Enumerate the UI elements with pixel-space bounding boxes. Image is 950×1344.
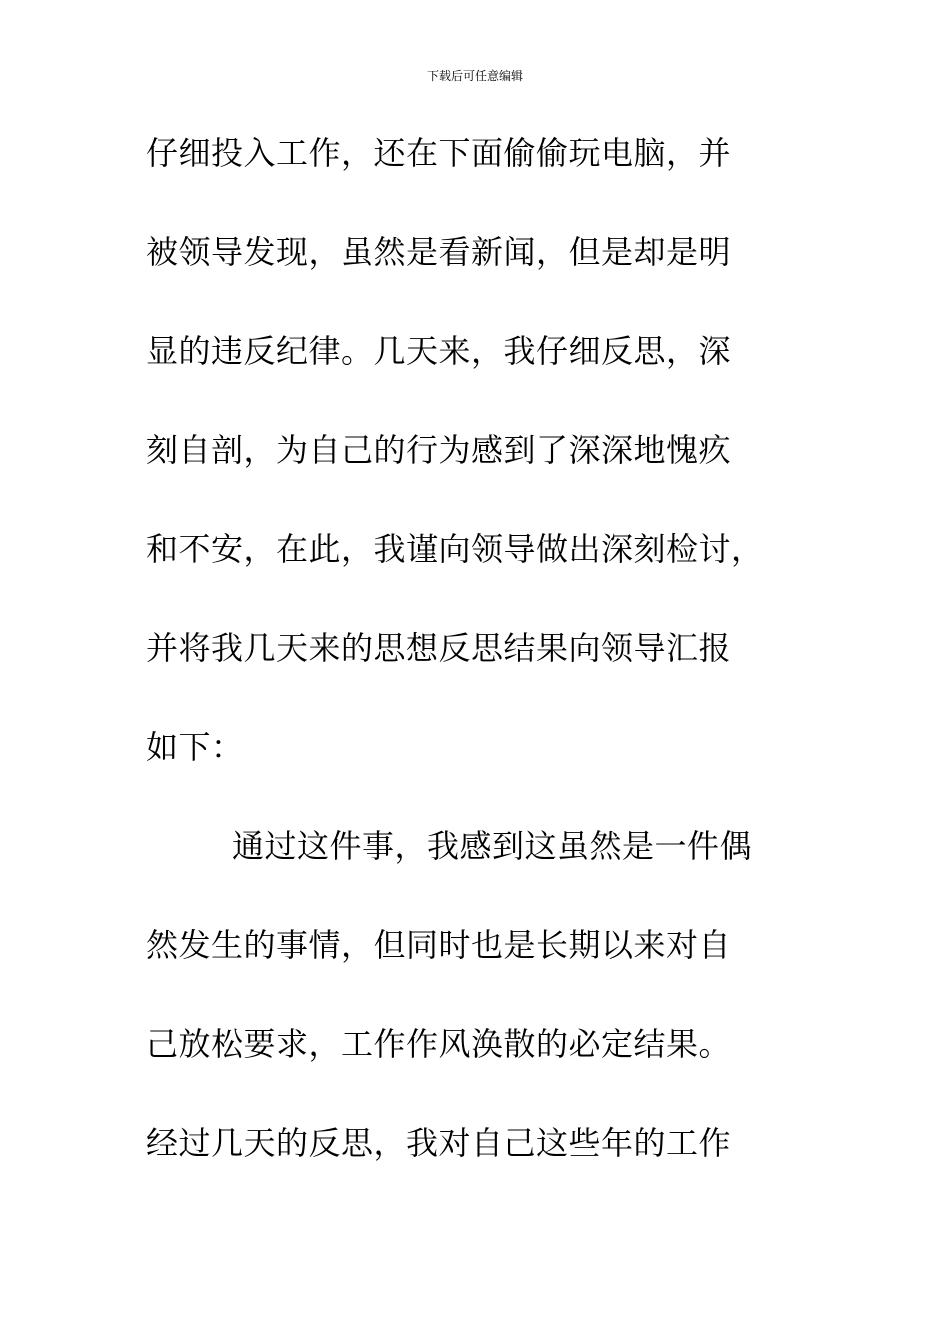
text-line: 被领导发现，虽然是看新闻，但是却是明 bbox=[146, 233, 732, 271]
page-header: 下载后可任意编辑 bbox=[426, 69, 523, 83]
text-line: 并将我几天来的思想反思结果向领导汇报 bbox=[146, 629, 732, 667]
text-line: 仔细投入工作，还在下面偷偷玩电脑，并 bbox=[146, 134, 732, 172]
text-line: 经过几天的反思，我对自己这些年的工作 bbox=[146, 1124, 732, 1162]
text-line: 刻自剖，为自己的行为感到了深深地愧疚 bbox=[146, 431, 732, 469]
body-text bbox=[146, 127, 806, 1216]
text-line: 己放松要求，工作作风涣散的必定结果。 bbox=[146, 1025, 732, 1063]
text-line: 然发生的事情，但同时也是长期以来对自 bbox=[146, 926, 732, 964]
text-line: 和不安，在此，我谨向领导做出深刻检讨， bbox=[146, 530, 764, 568]
text-line: 显的违反纪律。几天来，我仔细反思，深 bbox=[146, 332, 732, 370]
text-line: 如下： bbox=[146, 728, 244, 766]
text-line-paragraph-start: 通过这件事，我感到这虽然是一件偶 bbox=[232, 827, 753, 865]
